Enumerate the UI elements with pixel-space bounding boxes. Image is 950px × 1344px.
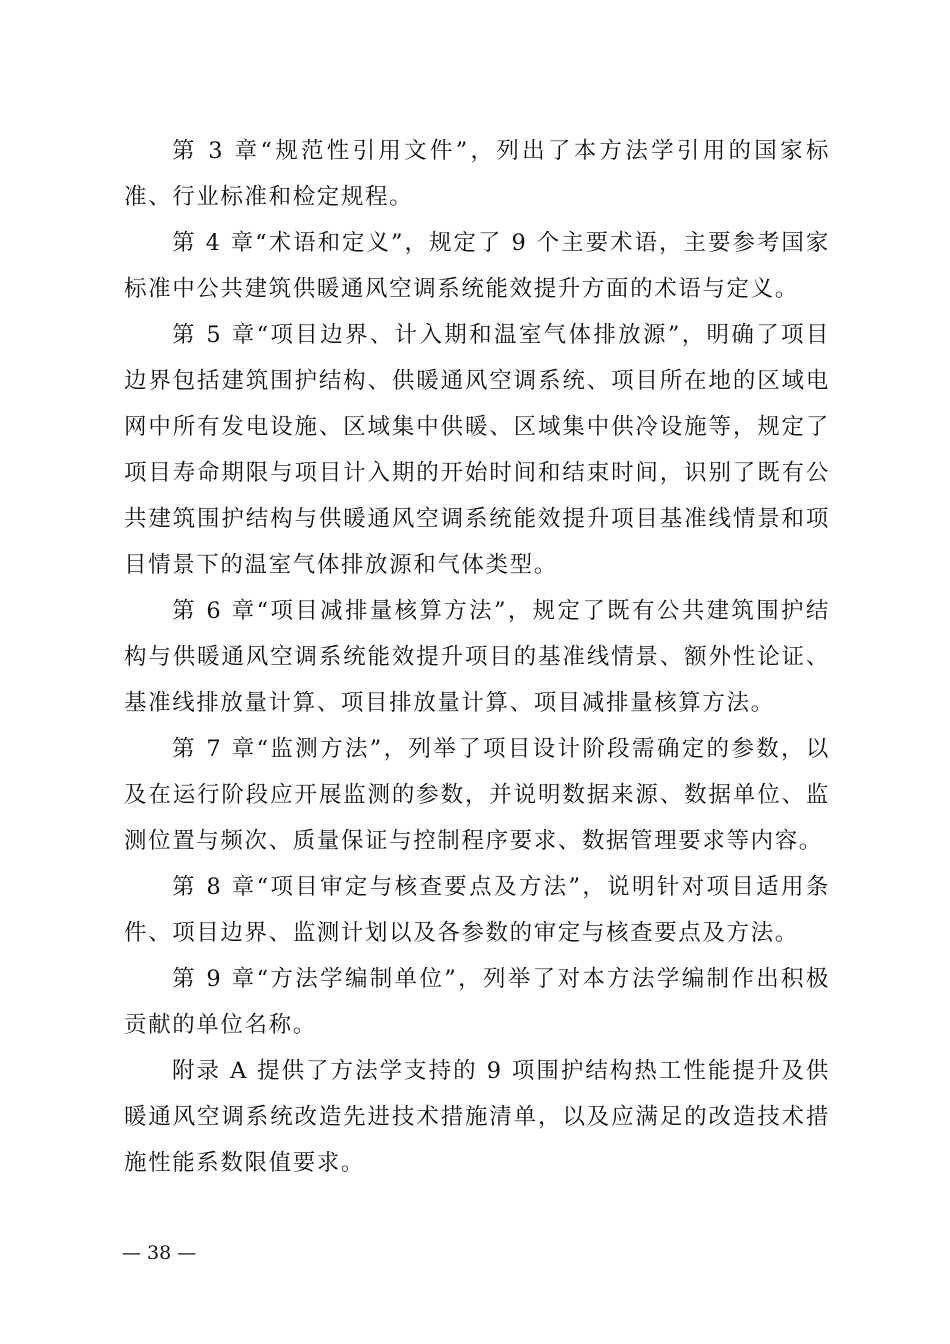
paragraph-appendix-a: 附录 A 提供了方法学支持的 9 项围护结构热工性能提升及供暖通风空调系统改造先进技术措施清单，以及应满足的改造技术措施性能系数限值要求。 bbox=[124, 1058, 830, 1176]
document-body bbox=[124, 128, 830, 1186]
paragraph-chapter-8: 第 8 章“项目审定与核查要点及方法”，说明针对项目适用条件、项目边界、监测计划以及各参数的审定与核查要点及方法。 bbox=[124, 874, 830, 946]
paragraph-chapter-3: 第 3 章“规范性引用文件”，列出了本方法学引用的国家标准、行业标准和检定规程。 bbox=[124, 138, 830, 210]
paragraph-chapter-5: 第 5 章“项目边界、计入期和温室气体排放源”，明确了项目边界包括建筑围护结构、供暖通风空调系统、项目所在地的区域电网中所有发电设施、区域集中供暖、区域集中供冷设施等，规定了项目寿命期限与项目计入期的开始时间和结束时间，识别了既有公共建筑围护结构与供暖通风空调系统能效提升项目基准线情景和项目情景下的温室气体排放源和气体类型。 bbox=[124, 322, 830, 578]
paragraph-chapter-4: 第 4 章“术语和定义”，规定了 9 个主要术语，主要参考国家标准中公共建筑供暖通风空调系统能效提升方面的术语与定义。 bbox=[124, 230, 830, 302]
paragraph-chapter-7: 第 7 章“监测方法”，列举了项目设计阶段需确定的参数，以及在运行阶段应开展监测的参数，并说明数据来源、数据单位、监测位置与频次、质量保证与控制程序要求、数据管理要求等内容。 bbox=[124, 736, 830, 854]
paragraph-chapter-9: 第 9 章“方法学编制单位”，列举了对本方法学编制作出积极贡献的单位名称。 bbox=[124, 966, 830, 1038]
page-number: — 38 — bbox=[122, 1242, 197, 1264]
paragraph-chapter-6: 第 6 章“项目减排量核算方法”，规定了既有公共建筑围护结构与供暖通风空调系统能效提升项目的基准线情景、额外性论证、基准线排放量计算、项目排放量计算、项目减排量核算方法。 bbox=[124, 598, 830, 716]
